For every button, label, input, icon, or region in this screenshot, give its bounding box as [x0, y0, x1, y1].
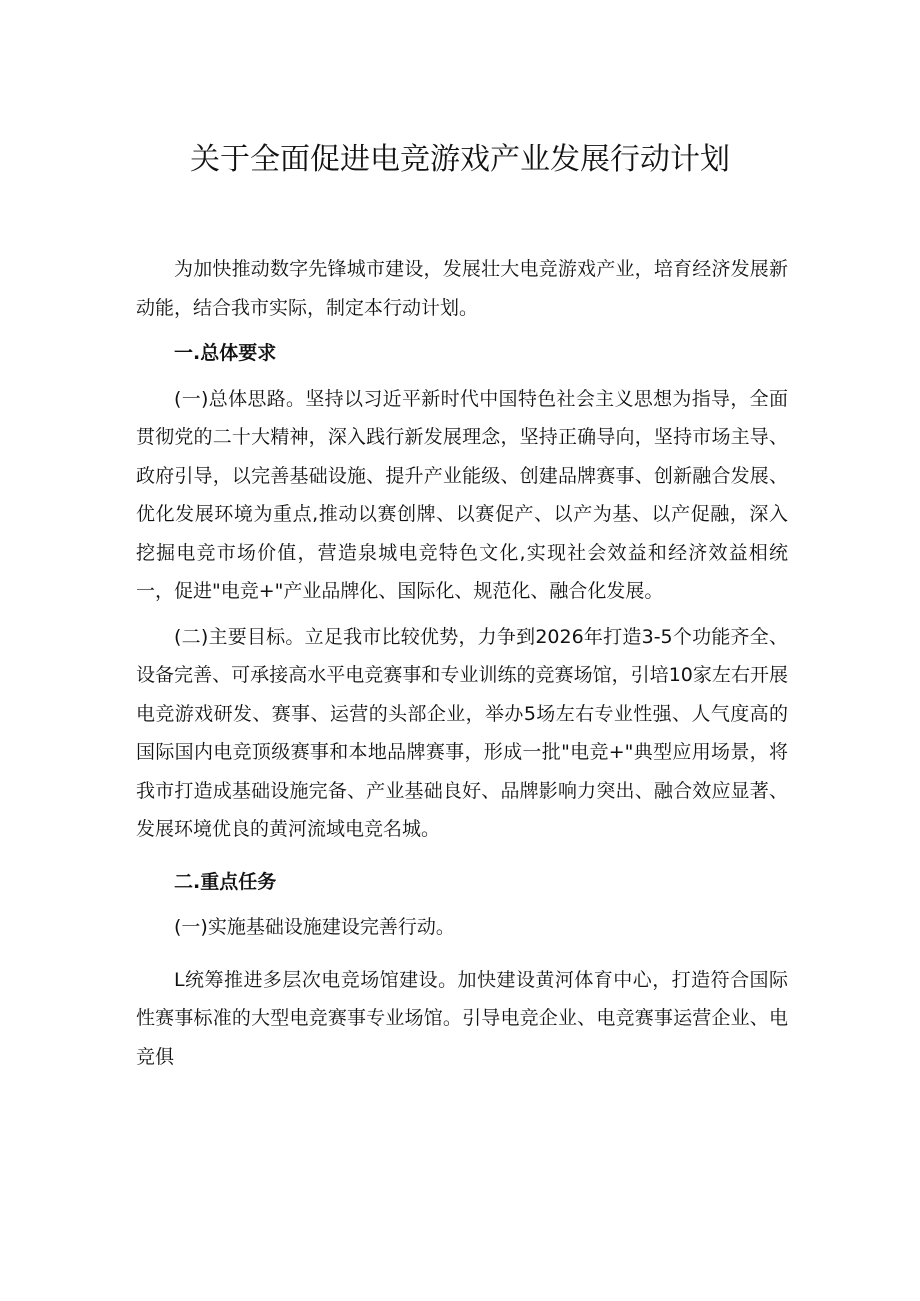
subheading-infrastructure-action: (一)实施基础设施建设完善行动。 — [174, 916, 455, 938]
paragraph-venue-construction: L统筹推进多层次电竞场馆建设。加快建设黄河体育中心，打造符合国际性赛事标准的大型电竞赛事专业场馆。引导电竞企业、电竞赛事运营企业、电竞俱 — [136, 968, 788, 1068]
intro-paragraph: 为加快推动数字先锋城市建设，发展壮大电竞游戏产业，培育经济发展新动能，结合我市实际，制定本行动计划。 — [136, 258, 788, 319]
paragraph-general-approach: (一)总体思路。坚持以习近平新时代中国特色社会主义思想为指导，全面贯彻党的二十大精神，深入践行新发展理念，坚持正确导向，坚持市场主导、政府引导，以完善基础设施、提升产业能级、创建品牌赛事、创新融合发展、优化发展环境为重点,推动以赛创牌、以赛促产、以产为基、以产促融，深入挖掘电竞市场价值，营造泉城电竞特色文化,实现社会效益和经济效益相统一，促进"电竞+"产业品牌化、国际化、规范化、融合化发展。 — [136, 387, 788, 602]
document-body — [136, 250, 788, 1076]
section-heading-overall-requirements: 一.总体要求 — [174, 342, 277, 364]
paragraph-main-goals: (二)主要目标。立足我市比较优势，力争到2026年打造3-5个功能齐全、设备完善、可承接高水平电竞赛事和专业训练的竞赛场馆，引培10家左右开展电竞游戏研发、赛事、运营的头部企业，举办5场左右专业性强、人气度高的国际国内电竞顶级赛事和本地品牌赛事，形成一批"电竞+"典型应用场景，将我市打造成基础设施完备、产业基础良好、品牌影响力突出、融合效应显著、发展环境优良的黄河流域电竞名城。 — [136, 625, 788, 840]
document-title: 关于全面促进电竞游戏产业发展行动计划 — [190, 142, 730, 177]
section-heading-key-tasks: 二.重点任务 — [174, 870, 277, 893]
